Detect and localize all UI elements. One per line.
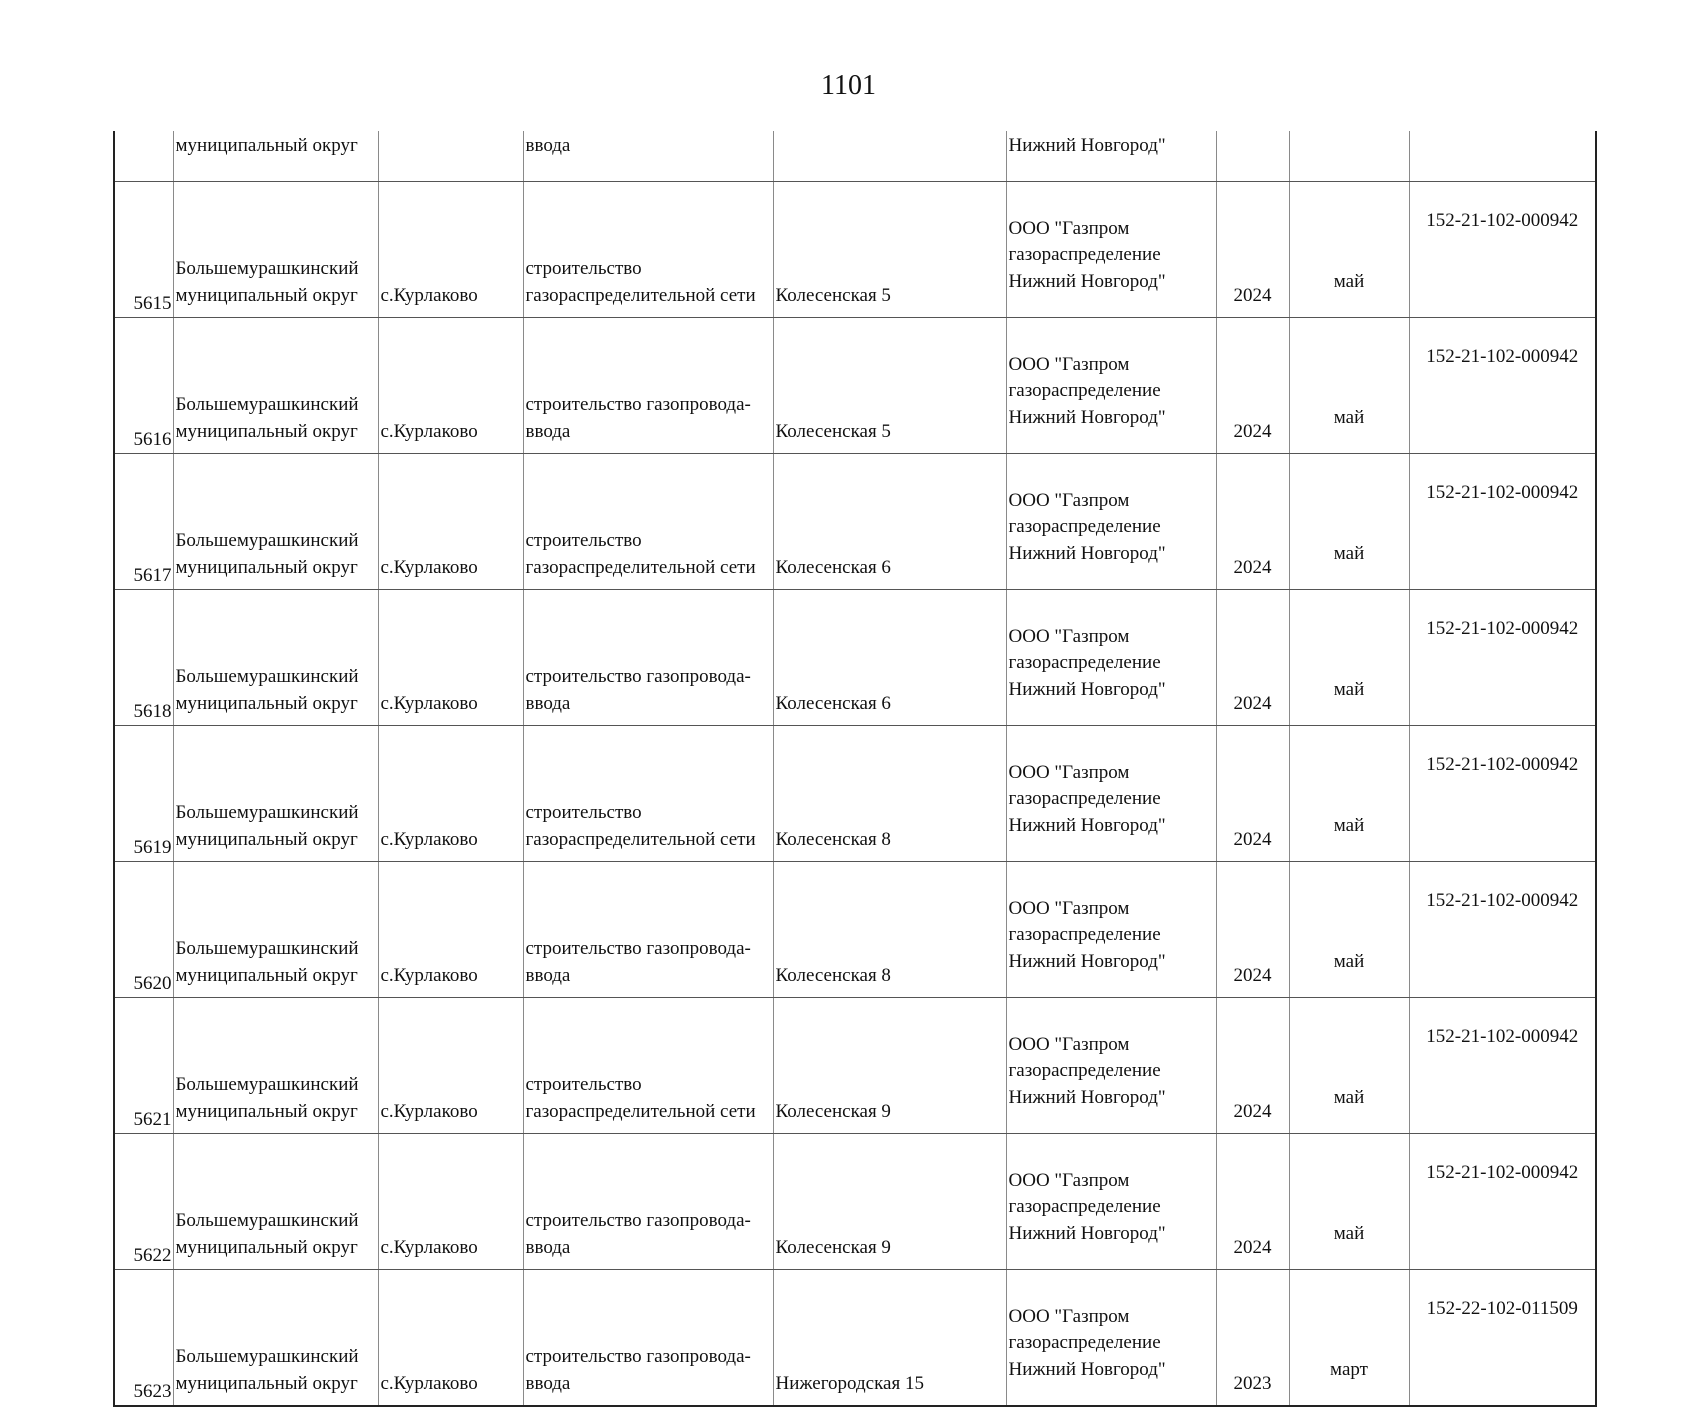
cell-year	[1216, 182, 1289, 318]
district-line-1: Большемурашкинский	[175, 938, 359, 959]
address: Колесенская 5	[775, 420, 891, 442]
cell-month	[1289, 998, 1409, 1134]
district-line-2: муниципальный округ	[175, 1236, 358, 1258]
cell-org: Нижний Новгород"	[1006, 131, 1216, 182]
settlement: с.Курлаково	[380, 828, 478, 850]
year: 2023	[1233, 1372, 1272, 1394]
cell-settlement	[378, 862, 523, 998]
row-number: 5623	[133, 1380, 172, 1402]
cell-year	[1216, 998, 1289, 1134]
work-line-2: газораспределительной сети	[525, 1100, 756, 1122]
cell-num	[114, 131, 173, 182]
code: 152-21-102-000942	[1426, 210, 1579, 231]
org-line-1: ООО "Газпром	[1008, 1169, 1130, 1191]
cell-month	[1289, 726, 1409, 862]
row-number: 5618	[133, 700, 172, 722]
cell-num	[114, 454, 173, 590]
cell-address	[773, 318, 1006, 454]
year: 2024	[1233, 828, 1272, 850]
work-line-2: ввода	[525, 1236, 571, 1258]
code: 152-21-102-000942	[1426, 890, 1579, 911]
cell-address	[773, 998, 1006, 1134]
district-line-2: муниципальный округ	[175, 1372, 358, 1394]
row-number: 5615	[133, 292, 172, 314]
row-number: 5621	[133, 1108, 172, 1130]
row-number: 5619	[133, 836, 172, 858]
settlement: с.Курлаково	[380, 284, 478, 306]
cell-work	[523, 454, 773, 590]
district-line-1: Большемурашкинский	[175, 1210, 359, 1231]
org-line-3: Нижний Новгород"	[1008, 1086, 1166, 1108]
cell-work	[523, 1270, 773, 1407]
data-table	[113, 131, 1597, 1407]
cell-settlement	[378, 182, 523, 318]
table-row	[114, 590, 1596, 726]
cell-year	[1216, 590, 1289, 726]
cell-org	[1006, 182, 1216, 318]
cell-month	[1289, 454, 1409, 590]
district-line-1: Большемурашкинский	[175, 530, 359, 551]
org-line-1: ООО "Газпром	[1008, 1033, 1130, 1055]
work-line-1: строительство	[525, 802, 642, 823]
cell-address	[773, 454, 1006, 590]
month: март	[1330, 1358, 1368, 1380]
org-line-2: газораспределение	[1008, 652, 1161, 673]
address: Колесенская 6	[775, 692, 891, 714]
org-line-3: Нижний Новгород"	[1008, 542, 1166, 564]
district-line-2: муниципальный округ	[175, 284, 358, 306]
table-row	[114, 318, 1596, 454]
work-line-2: ввода	[525, 692, 571, 714]
cell-org	[1006, 454, 1216, 590]
cell-year	[1216, 726, 1289, 862]
code: 152-21-102-000942	[1426, 1162, 1579, 1183]
address: Нижегородская 15	[775, 1372, 924, 1394]
cell-district	[173, 590, 378, 726]
code: 152-21-102-000942	[1426, 618, 1579, 639]
work-line-1: строительство газопровода-	[525, 938, 751, 959]
cell-address	[773, 1270, 1006, 1407]
table-row	[114, 726, 1596, 862]
org-line-2: газораспределение	[1008, 380, 1161, 401]
cell-org	[1006, 726, 1216, 862]
address: Колесенская 5	[775, 284, 891, 306]
cell-code	[1409, 1270, 1596, 1407]
org-line-2: газораспределение	[1008, 788, 1161, 809]
settlement: с.Курлаково	[380, 420, 478, 442]
cell-month	[1289, 182, 1409, 318]
code: 152-22-102-011509	[1426, 1298, 1578, 1319]
year: 2024	[1233, 964, 1272, 986]
row-number: 5622	[133, 1244, 172, 1266]
cell-num	[114, 726, 173, 862]
month: май	[1333, 1086, 1365, 1108]
cell-settlement	[378, 454, 523, 590]
district-line-1: Большемурашкинский	[175, 1074, 359, 1095]
cell-work	[523, 726, 773, 862]
district-line-2: муниципальный округ	[175, 828, 358, 850]
month: май	[1333, 950, 1365, 972]
work-line-2: ввода	[525, 964, 571, 986]
cell-work	[523, 862, 773, 998]
work-line-2: газораспределительной сети	[525, 556, 756, 578]
org-line-1: ООО "Газпром	[1008, 217, 1130, 239]
cell-code	[1409, 131, 1596, 182]
table-row	[114, 998, 1596, 1134]
year: 2024	[1233, 1100, 1272, 1122]
org-line-3: Нижний Новгород"	[1008, 678, 1166, 700]
cell-district	[173, 182, 378, 318]
address: Колесенская 8	[775, 964, 891, 986]
work-line-2: газораспределительной сети	[525, 284, 756, 306]
settlement: с.Курлаково	[380, 964, 478, 986]
cell-settlement	[378, 1270, 523, 1407]
cell-address	[773, 131, 1006, 182]
org-line-2: газораспределение	[1008, 1060, 1161, 1081]
org-line-3: Нижний Новгород"	[1008, 406, 1166, 428]
cell-year	[1216, 1270, 1289, 1407]
cell-code	[1409, 998, 1596, 1134]
address: Колесенская 9	[775, 1236, 891, 1258]
settlement: с.Курлаково	[380, 1236, 478, 1258]
cell-code	[1409, 862, 1596, 998]
settlement: с.Курлаково	[380, 1100, 478, 1122]
cell-work: ввода	[523, 131, 773, 182]
work-line-2: газораспределительной сети	[525, 828, 756, 850]
table-row	[114, 1134, 1596, 1270]
work-line-1: строительство газопровода-	[525, 394, 751, 415]
cell-work	[523, 590, 773, 726]
cell-month	[1289, 590, 1409, 726]
cell-settlement	[378, 318, 523, 454]
work-line-2: ввода	[525, 420, 571, 442]
org-line-1: ООО "Газпром	[1008, 625, 1130, 647]
table-row	[114, 1270, 1596, 1407]
district-line-1: Большемурашкинский	[175, 1346, 359, 1367]
year: 2024	[1233, 420, 1272, 442]
settlement: с.Курлаково	[380, 692, 478, 714]
cell-num	[114, 590, 173, 726]
settlement: с.Курлаково	[380, 556, 478, 578]
cell-num	[114, 862, 173, 998]
cell-settlement	[378, 1134, 523, 1270]
cell-work	[523, 182, 773, 318]
cell-code	[1409, 726, 1596, 862]
district-line-2: муниципальный округ	[175, 692, 358, 714]
cell-code	[1409, 590, 1596, 726]
cell-num	[114, 182, 173, 318]
district-line-2: муниципальный округ	[175, 556, 358, 578]
district-line-2: муниципальный округ	[175, 964, 358, 986]
year: 2024	[1233, 1236, 1272, 1258]
address: Колесенская 8	[775, 828, 891, 850]
page-number: 1101	[821, 70, 876, 101]
cell-district	[173, 726, 378, 862]
cell-work	[523, 318, 773, 454]
table-row	[114, 862, 1596, 998]
table-body	[114, 131, 1596, 1406]
cell-settlement	[378, 726, 523, 862]
row-number: 5617	[133, 564, 172, 586]
cell-year	[1216, 318, 1289, 454]
code: 152-21-102-000942	[1426, 754, 1579, 775]
address: Колесенская 6	[775, 556, 891, 578]
code: 152-21-102-000942	[1426, 346, 1579, 367]
row-number: 5616	[133, 428, 172, 450]
month: май	[1333, 1222, 1365, 1244]
cell-address	[773, 862, 1006, 998]
work-line-1: строительство газопровода-	[525, 1210, 751, 1231]
year: 2024	[1233, 692, 1272, 714]
cell-district	[173, 318, 378, 454]
cell-settlement	[378, 998, 523, 1134]
work-line-1: строительство газопровода-	[525, 1346, 751, 1367]
row-number: 5620	[133, 972, 172, 994]
cell-code	[1409, 454, 1596, 590]
month: май	[1333, 270, 1365, 292]
cell-district: муниципальный округ	[173, 131, 378, 182]
cell-settlement	[378, 590, 523, 726]
cell-district	[173, 454, 378, 590]
month: май	[1333, 678, 1365, 700]
cell-org	[1006, 1270, 1216, 1407]
month: май	[1333, 542, 1365, 564]
org-line-3: Нижний Новгород"	[1008, 270, 1166, 292]
org-line-1: ООО "Газпром	[1008, 489, 1130, 511]
year: 2024	[1233, 556, 1272, 578]
org-line-3: Нижний Новгород"	[1008, 950, 1166, 972]
district-line-1: Большемурашкинский	[175, 258, 359, 279]
address: Колесенская 9	[775, 1100, 891, 1122]
cell-code	[1409, 1134, 1596, 1270]
org-line-1: ООО "Газпром	[1008, 1305, 1130, 1327]
settlement: с.Курлаково	[380, 1372, 478, 1394]
cell-year	[1216, 454, 1289, 590]
month: май	[1333, 814, 1365, 836]
cell-district	[173, 1134, 378, 1270]
cell-month	[1289, 131, 1409, 182]
district-line-2: муниципальный округ	[175, 1100, 358, 1122]
district-line-1: Большемурашкинский	[175, 666, 359, 687]
cell-code	[1409, 182, 1596, 318]
code: 152-21-102-000942	[1426, 1026, 1579, 1047]
cell-address	[773, 726, 1006, 862]
cell-settlement	[378, 131, 523, 182]
cell-month	[1289, 1270, 1409, 1407]
district-line-1: Большемурашкинский	[175, 802, 359, 823]
work-line-2: ввода	[525, 1372, 571, 1394]
cell-district	[173, 998, 378, 1134]
table-row-continued	[114, 131, 1596, 182]
cell-org	[1006, 1134, 1216, 1270]
org-line-2: газораспределение	[1008, 516, 1161, 537]
cell-month	[1289, 318, 1409, 454]
cell-num	[114, 1270, 173, 1407]
cell-year	[1216, 862, 1289, 998]
work-line-1: строительство	[525, 530, 642, 551]
work-line-1: строительство	[525, 258, 642, 279]
cell-num	[114, 318, 173, 454]
org-line-2: газораспределение	[1008, 1332, 1161, 1353]
cell-address	[773, 1134, 1006, 1270]
org-line-1: ООО "Газпром	[1008, 353, 1130, 375]
cell-num	[114, 998, 173, 1134]
org-line-2: газораспределение	[1008, 1196, 1161, 1217]
cell-work	[523, 1134, 773, 1270]
org-line-3: Нижний Новгород"	[1008, 814, 1166, 836]
cell-work	[523, 998, 773, 1134]
district-line-2: муниципальный округ	[175, 420, 358, 442]
org-line-1: ООО "Газпром	[1008, 761, 1130, 783]
month: май	[1333, 406, 1365, 428]
cell-month	[1289, 862, 1409, 998]
org-line-3: Нижний Новгород"	[1008, 1222, 1166, 1244]
work-line-1: строительство газопровода-	[525, 666, 751, 687]
cell-org	[1006, 998, 1216, 1134]
cell-org	[1006, 590, 1216, 726]
cell-district	[173, 1270, 378, 1407]
cell-code	[1409, 318, 1596, 454]
year: 2024	[1233, 284, 1272, 306]
org-line-2: газораспределение	[1008, 924, 1161, 945]
code: 152-21-102-000942	[1426, 482, 1579, 503]
work-line-1: строительство	[525, 1074, 642, 1095]
cell-year	[1216, 1134, 1289, 1270]
org-line-2: газораспределение	[1008, 244, 1161, 265]
table-row	[114, 182, 1596, 318]
cell-org	[1006, 862, 1216, 998]
cell-district	[173, 862, 378, 998]
table-row	[114, 454, 1596, 590]
cell-year	[1216, 131, 1289, 182]
cell-org	[1006, 318, 1216, 454]
district-line-1: Большемурашкинский	[175, 394, 359, 415]
org-line-3: Нижний Новгород"	[1008, 1358, 1166, 1380]
cell-address	[773, 182, 1006, 318]
org-line-1: ООО "Газпром	[1008, 897, 1130, 919]
cell-num	[114, 1134, 173, 1270]
cell-address	[773, 590, 1006, 726]
cell-month	[1289, 1134, 1409, 1270]
